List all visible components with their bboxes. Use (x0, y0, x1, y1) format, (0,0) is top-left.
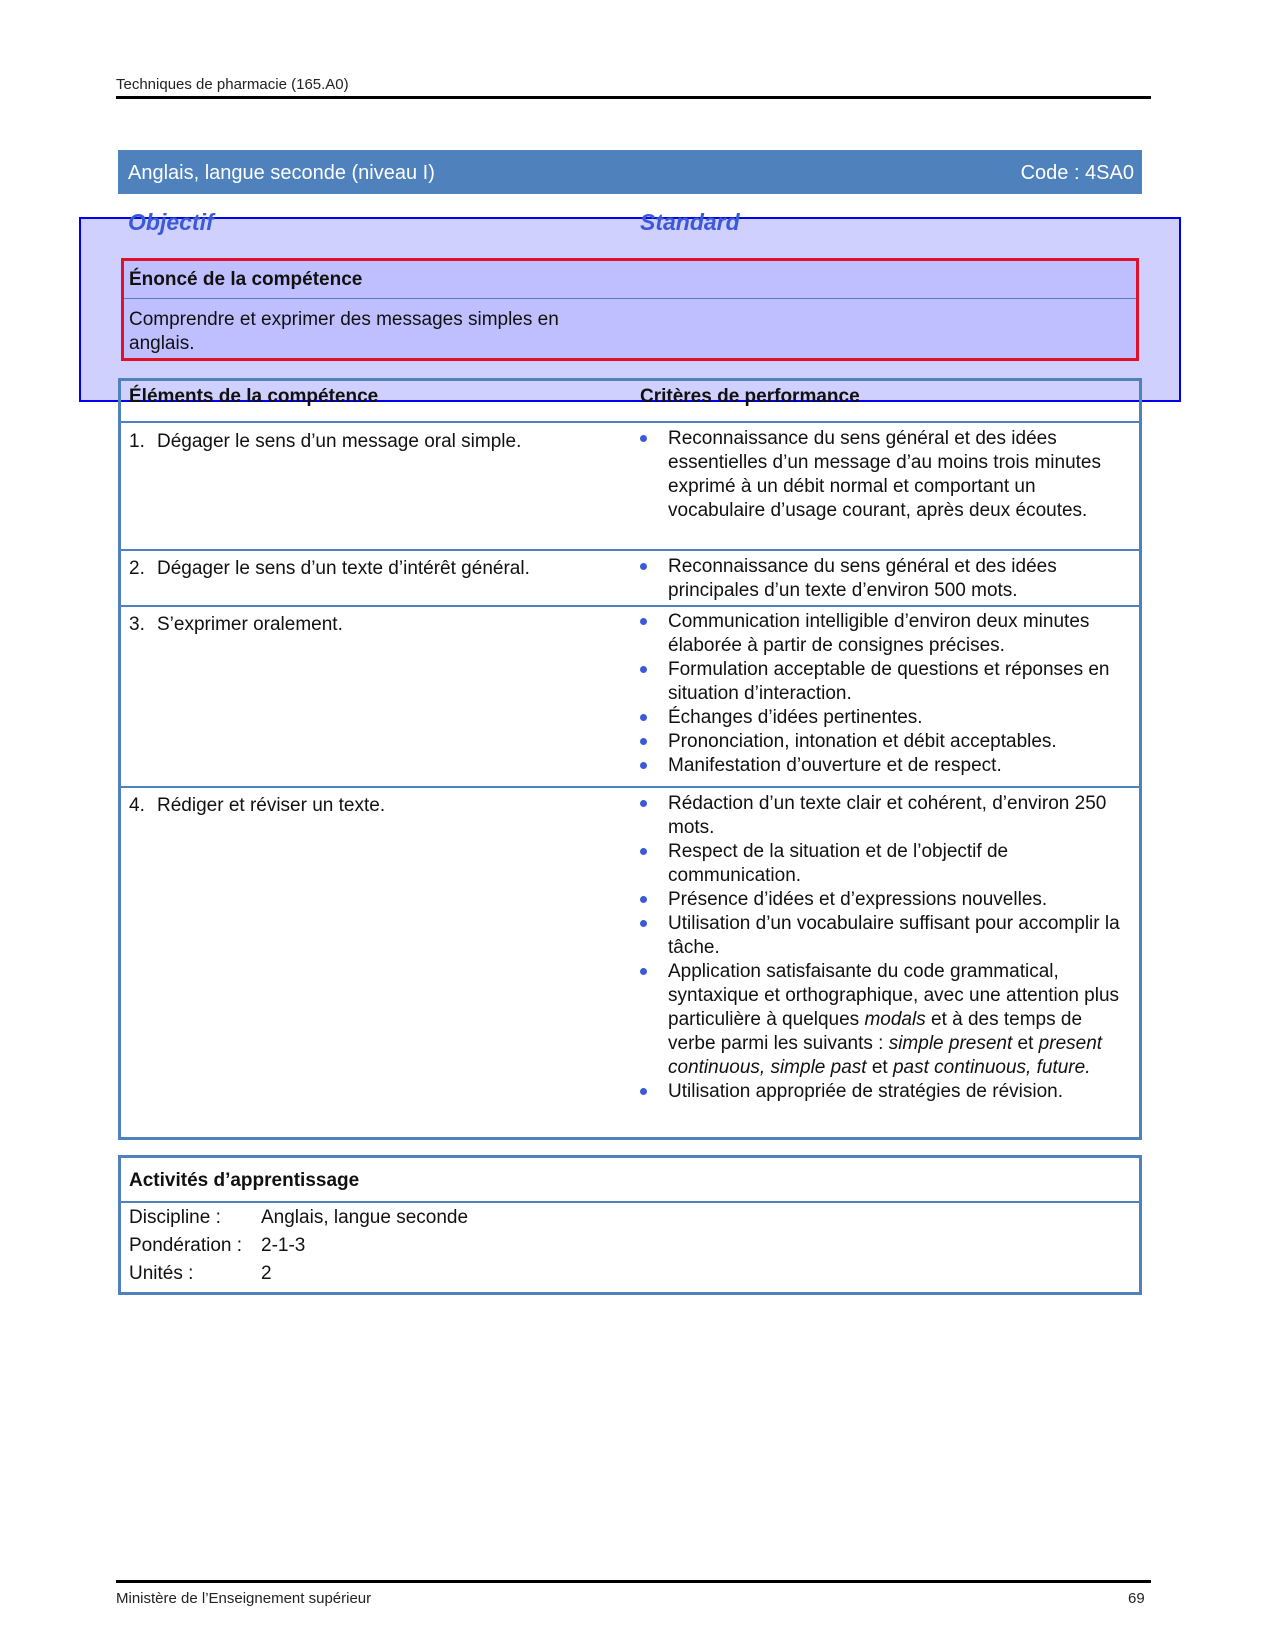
element-1 (129, 431, 521, 453)
criterion-item: Reconnaissance du sens général et des idées principales d’un texte d’environ 500 mots. (638, 555, 1128, 603)
row-divider (121, 549, 1139, 551)
bullet-icon (640, 848, 647, 855)
element-3 (129, 614, 343, 636)
criterion-item: Utilisation d’un vocabulaire suffisant pour accomplir la tâche. (638, 912, 1128, 960)
course-title-bar (118, 150, 1142, 194)
criteria-list-2 (638, 555, 1128, 603)
bullet-icon (640, 920, 647, 927)
bullet-icon (640, 738, 647, 745)
criteria-list-3 (638, 610, 1128, 778)
page-number: 69 (1128, 1590, 1145, 1607)
criteres-heading: Critères de performance (640, 386, 860, 407)
criterion-item: Manifestation d’ouverture et de respect. (638, 754, 1128, 778)
activities-divider (121, 1201, 1139, 1203)
criterion-item: Rédaction d’un texte clair et cohérent, d’environ 250 mots. (638, 792, 1128, 840)
element-number: 1. (129, 431, 145, 452)
discipline-label: Discipline : (129, 1207, 221, 1228)
criteria-list-1 (638, 427, 1128, 523)
criterion-item: Reconnaissance du sens général et des idées essentielles d’un message d’au moins trois minutes exprimé à un débit normal et comportant un vocabulaire d’usage courant, après deux écoutes. (638, 427, 1128, 523)
criterion-item: Prononciation, intonation et débit acceptables. (638, 730, 1128, 754)
criterion-item: Communication intelligible d’environ deux minutes élaborée à partir de consignes précises. (638, 610, 1128, 658)
element-text: Rédiger et réviser un texte. (157, 795, 386, 816)
discipline-row (129, 1207, 468, 1229)
criterion-item: Formulation acceptable de questions et réponses en situation d’interaction. (638, 658, 1128, 706)
bullet-icon (640, 563, 647, 570)
element-text: S’exprimer oralement. (157, 614, 343, 635)
footer-ministry: Ministère de l’Enseignement supérieur (116, 1590, 372, 1607)
criterion-item-grammar: Application satisfaisante du code grammatical, syntaxique et orthographique, avec une attention plus particulière à quelques modals et à des temps de verbe parmi les suivants : simple present et present continuous, simple past et past continuous, future. (638, 960, 1128, 1080)
course-title: Anglais, langue seconde (niveau I) (128, 162, 435, 184)
row-divider (121, 786, 1139, 788)
element-text: Dégager le sens d’un texte d’intérêt général. (157, 558, 530, 579)
bullet-icon (640, 618, 647, 625)
criterion-item: Présence d’idées et d’expressions nouvelles. (638, 888, 1128, 912)
objectif-heading: Objectif (128, 209, 214, 235)
elements-heading: Éléments de la compétence (129, 386, 379, 407)
element-2 (129, 558, 530, 580)
unites-row (129, 1263, 272, 1285)
bullet-icon (640, 666, 647, 673)
criterion-item: Respect de la situation et de l’objectif de communication. (638, 840, 1128, 888)
element-number: 3. (129, 614, 145, 635)
criterion-item: Échanges d’idées pertinentes. (638, 706, 1128, 730)
element-4 (129, 795, 385, 817)
element-number: 4. (129, 795, 145, 816)
enonce-text: Comprendre et exprimer des messages simples en anglais. (129, 309, 559, 354)
criterion-item: Utilisation appropriée de stratégies de révision. (638, 1080, 1128, 1104)
ponderation-value: 2-1-3 (261, 1235, 306, 1256)
criteria-list-4 (638, 792, 1128, 1104)
element-number: 2. (129, 558, 145, 579)
footer-rule (116, 1580, 1151, 1583)
bullet-icon (640, 800, 647, 807)
bullet-icon (640, 714, 647, 721)
row-divider (121, 605, 1139, 607)
standard-heading: Standard (640, 209, 740, 235)
ponderation-label: Pondération : (129, 1235, 243, 1256)
bullet-icon (640, 435, 647, 442)
bullet-icon (640, 968, 647, 975)
bullet-icon (640, 896, 647, 903)
ponderation-row (129, 1235, 305, 1257)
page-header: Techniques de pharmacie (165.A0) (116, 76, 349, 93)
activities-title: Activités d’apprentissage (129, 1170, 360, 1191)
discipline-value: Anglais, langue seconde (261, 1207, 469, 1228)
row-divider (121, 421, 1139, 423)
element-text: Dégager le sens d’un message oral simple. (157, 431, 522, 452)
unites-value: 2 (261, 1263, 272, 1284)
enonce-title: Énoncé de la compétence (129, 269, 363, 290)
bullet-icon (640, 1088, 647, 1095)
unites-label: Unités : (129, 1263, 194, 1284)
bullet-icon (640, 762, 647, 769)
enonce-divider (124, 298, 1136, 299)
header-rule (116, 96, 1151, 99)
course-code: Code : 4SA0 (1020, 162, 1134, 184)
